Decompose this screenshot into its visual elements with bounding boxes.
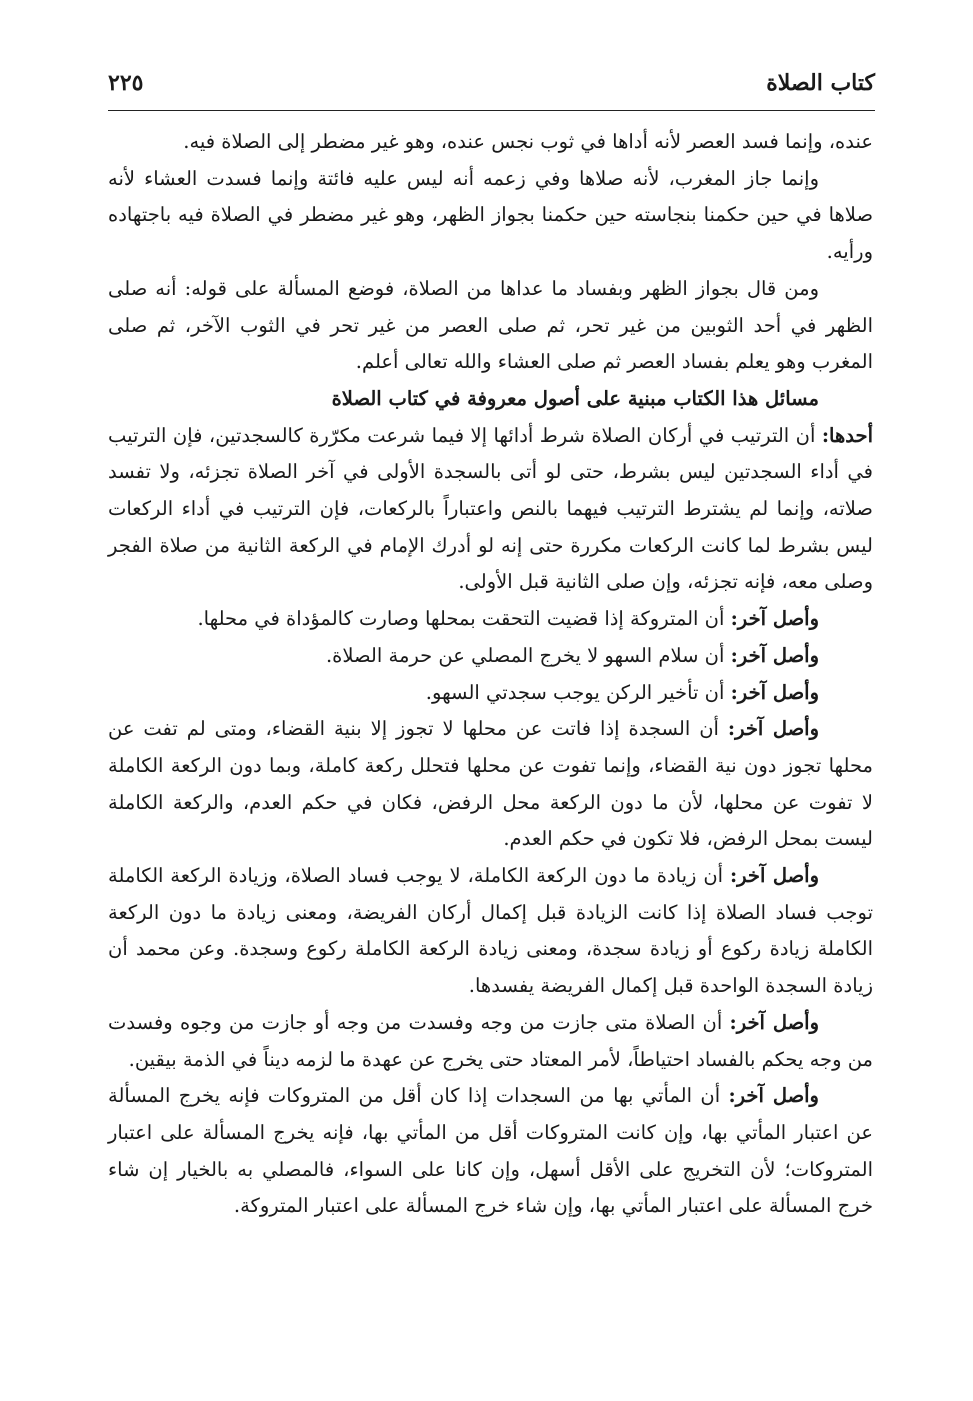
rule-text: أن الترتيب في أركان الصلاة شرط أدائها إلا فيما شرعت مكرّرة كالسجدتين، فإن الترتيب في أداء السجدتين ليس بشرط، حتى لو أتى بالسجدة الأولى في آخر الصلاة تجزئه، ولا تفسد صلاته، وإنما لم يشترط الترتيب فيهما بالنص واعتباراً بالركعات، فإن الترتيب في أداء الركعات ليس بشرط لما كانت الركعات مكررة حتى إنه لو أدرك الإمام في الركعة الثانية من صلاة الفجر وصلى معه، فإنه تجزئه، وإن صلى الثانية قبل الأولى. [108, 423, 873, 594]
paragraph-text: ومن قال بجواز الظهر وبفساد ما عداها من الصلاة، فوضع المسألة على قوله: أنه صلى الظهر في أحد الثوبين من غير تحر، ثم صلى العصر من غير تحر في الثوب الآخر، ثم صلى المغرب وهو يعلم بفساد العصر ثم صلى العشاء والله تعالى أعلم. [108, 276, 873, 374]
rule-lead: وأصل آخر: [727, 717, 819, 741]
rule-paragraph [108, 601, 873, 638]
section-heading: مسائل هذا الكتاب مبنية على أصول معروفة في كتاب الصلاة [331, 386, 819, 410]
rule-text: أن سلام السهو لا يخرج المصلي عن حرمة الصلاة. [325, 643, 725, 667]
page-header [108, 66, 875, 111]
rule-lead: وأصل آخر: [728, 1084, 819, 1108]
rule-lead: أحدها: [821, 423, 873, 447]
rule-lead: وأصل آخر: [730, 680, 819, 704]
running-title: كتاب الصلاة [766, 70, 875, 96]
rule-text: أن تأخير الركن يوجب سجدتي السهو. [425, 680, 725, 704]
rule-lead: وأصل آخر: [729, 1010, 819, 1034]
rule-lead: وأصل آخر: [730, 643, 819, 667]
rule-paragraph [108, 638, 873, 675]
rule-text: أن الصلاة متى جازت من وجه وفسدت من وجه أو جازت من وجوه وفسدت من وجه يحكم بالفساد احتياطاً، لأمر المعتاد حتى يخرج عن عهدة ما لزمه ديناً في الذمة بيقين. [108, 1010, 873, 1071]
rule-paragraph [108, 711, 873, 858]
rule-text: أن المأتي بها من السجدات إذا كان أقل من المتروكات فإنه يخرج المسألة عن اعتبار المأتي بها، وإن كانت المتروكات أقل من المأتي بها، فإنه يخرج المسألة على اعتبار المتروكات؛ لأن التخريج على الأقل أسهل، وإن كانا على السواء، فالمصلي به بالخيار إن شاء خرج المسألة على اعتبار المأتي بها، وإن شاء خرج المسألة على اعتبار المتروكة. [108, 1084, 873, 1218]
rule-paragraph [108, 675, 873, 712]
rule-paragraph [108, 1005, 873, 1078]
rule-paragraph [108, 1078, 873, 1225]
paragraph [108, 161, 873, 271]
rule-paragraph [108, 418, 873, 602]
rule-text: أن السجدة إذا فاتت عن محلها لا تجوز إلا بنية القضاء، ومتى لم تفت عن محلها تجوز دون نية القضاء، وإنما تفوت عن محلها فتحلل ركعة كاملة، وبما دون الركعة الكاملة لا تفوت عن محلها، لأن ما دون الركعة محل الرفض، فكان في حكم العدم، والركعة الكاملة ليست بمحل الرفض، فلا تكون في حكم العدم. [108, 717, 873, 851]
page-number: ٢٢٥ [108, 70, 144, 96]
rule-text: أن زيادة ما دون الركعة الكاملة، لا يوجب فساد الصلاة، وزيادة الركعة الكاملة توجب فساد الصلاة إذا كانت الزيادة قبل إكمال أركان الفريضة، ومعنى زيادة ما دون الركعة الكاملة زيادة ركوع أو زيادة سجدة، ومعنى زيادة الركعة الكاملة ركوع وسجدة. وعن محمد أن زيادة السجدة الواحدة قبل إكمال الفريضة يفسدها. [108, 864, 873, 998]
rule-lead: وأصل آخر: [730, 607, 819, 631]
rule-lead: وأصل آخر: [729, 864, 819, 888]
rule-paragraph [108, 858, 873, 1005]
paragraph-text: عنده، وإنما فسد العصر لأنه أداها في ثوب نجس عنده، وهو غير مضطر إلى الصلاة فيه. [183, 130, 873, 153]
paragraph [108, 124, 873, 161]
page-body [108, 124, 873, 1225]
rule-text: أن المتروكة إذا قضيت التحقت بمحلها وصارت كالمؤداة في محلها. [197, 607, 725, 631]
paragraph [108, 271, 873, 381]
paragraph-text: وإنما جاز المغرب، لأنه صلاها وفي زعمه أنه ليس عليه فائتة وإنما فسدت العشاء لأنه صلاها في حين حكمنا بنجاسته حين حكمنا بجواز الظهر، وهو غير مضطر في الصلاة فيه باجتهاده ورأيه. [108, 166, 873, 264]
